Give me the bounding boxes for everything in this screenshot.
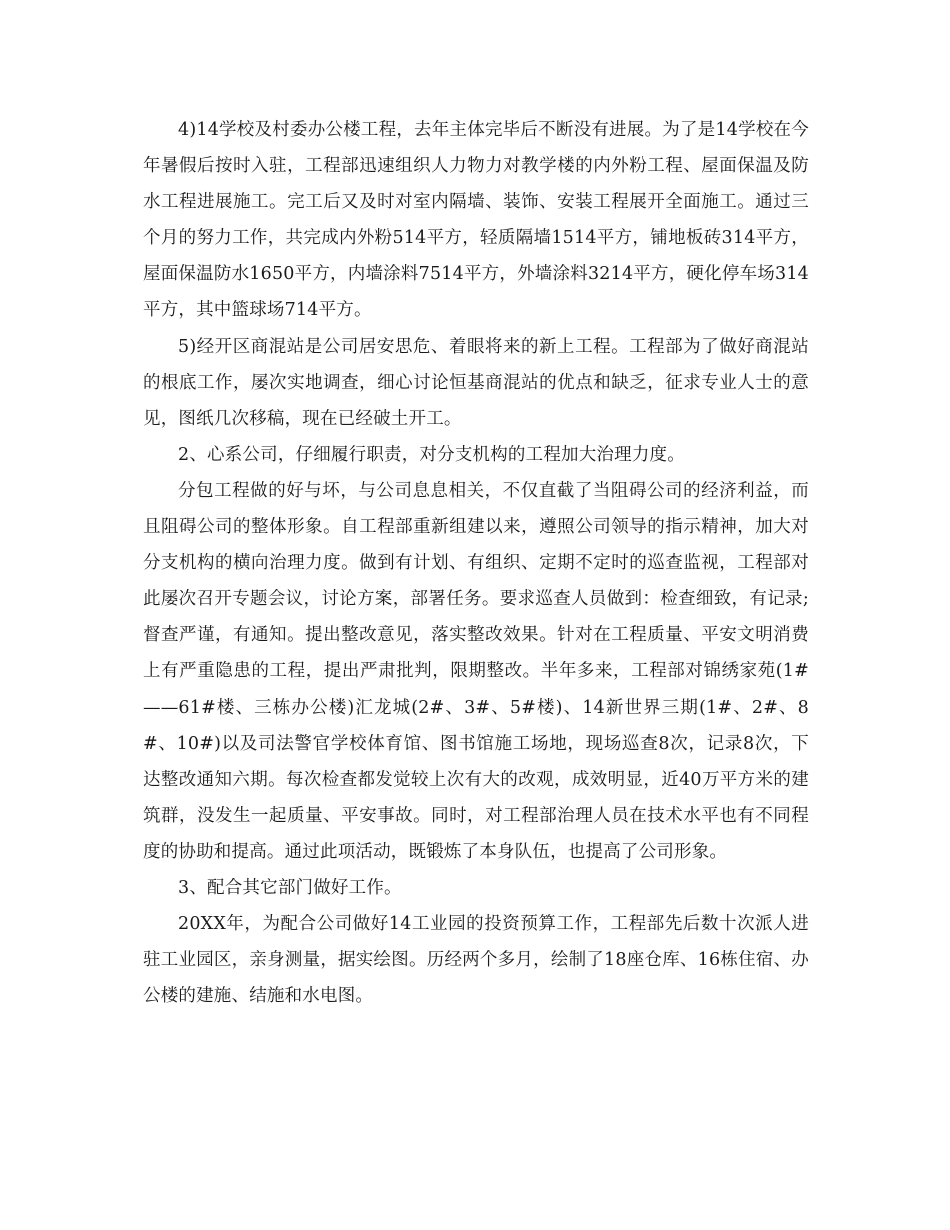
paragraph-industrial-park: 20XX年，为配合公司做好14工业园的投资预算工作，工程部先后数十次派人进驻工业园区，亲身测量，据实绘图。历经两个多月，绘制了18座仓库、16栋住宿、办公楼的建施、结施和水电图。 <box>143 914 809 1007</box>
section-heading-3: 3、配合其它部门做好工作。 <box>178 877 402 898</box>
paragraph-subcontract-management: 分包工程做的好与坏，与公司息息相关，不仅直截了当阻碍公司的经济利益，而且阻碍公司的整体形象。自工程部重新组建以来，遵照公司领导的指示精神，加大对分支机构的横向治理力度。做到有计划、有组织、定期不定时的巡查监视，工程部对此屡次召开专题会议，讨论方案，部署任务。要求巡查人员做到：检查细致，有记录;督查严谨，有通知。提出整改意见，落实整改效果。针对在工程质量、平安文明消费上有严重隐患的工程，提出严肃批判，限期整改。半年多来，工程部对锦绣家苑(1#——61#楼、三栋办公楼)汇龙城(2#、3#、5#楼)、14新世界三期(1#、2#、8#、10#)以及司法警官学校体育馆、图书馆施工场地，现场巡查8次，记录8次，下达整改通知六期。每次检查都发觉较上次有大的改观，成效明显，近40万平方米的建筑群，没发生一起质量、平安事故。同时，对工程部治理人员在技术水平也有不同程度的协助和提高。通过此项活动，既锻炼了本身队伍，也提高了公司形象。 <box>143 480 809 862</box>
paragraph-concrete-station: 5)经开区商混站是公司居安思危、着眼将来的新上工程。工程部为了做好商混站的根底工作，屡次实地调查，细心讨论恒基商混站的优点和缺乏，征求专业人士的意见，图纸几次移稿，现在已经破土开工。 <box>143 336 809 429</box>
document-body <box>143 112 809 1014</box>
paragraph-school-project: 4)14学校及村委办公楼工程，去年主体完毕后不断没有进展。为了是14学校在今年暑假后按时入驻，工程部迅速组织人力物力对教学楼的内外粉工程、屋面保温及防水工程进展施工。完工后又及时对室内隔墙、装饰、安装工程展开全面施工。通过三个月的努力工作，共完成内外粉514平方，轻质隔墙1514平方，铺地板砖314平方，屋面保温防水1650平方，内墙涂料7514平方，外墙涂料3214平方，硬化停车场314平方，其中篮球场714平方。 <box>143 120 809 321</box>
section-heading-2: 2、心系公司，仔细履行职责，对分支机构的工程加大治理力度。 <box>178 444 685 465</box>
